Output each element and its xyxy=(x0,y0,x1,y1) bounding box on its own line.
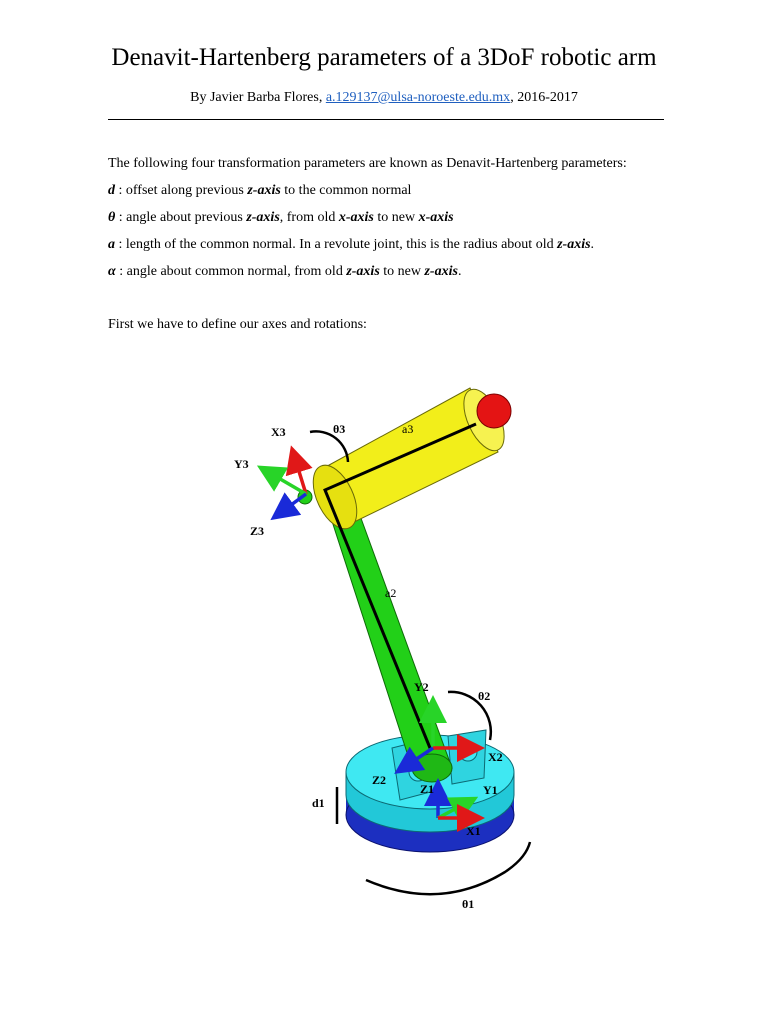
label-x1: X1 xyxy=(466,824,481,838)
byline-year: , 2016-2017 xyxy=(510,90,578,105)
document-title: Denavit-Hartenberg parameters of a 3DoF robotic arm xyxy=(111,44,657,71)
robotic-arm-figure xyxy=(200,370,560,930)
title-divider xyxy=(108,119,664,120)
label-y3: Y3 xyxy=(234,457,249,471)
label-theta3: θ3 xyxy=(333,422,346,436)
label-x3: X3 xyxy=(271,425,286,439)
label-z3: Z3 xyxy=(250,524,265,538)
param-theta: θ : angle about previous z-axis, from old x-axis to new x-axis xyxy=(108,210,454,225)
label-d1: d1 xyxy=(312,796,325,810)
label-a3: a3 xyxy=(402,422,414,436)
param-alpha: α : angle about common normal, from old z-axis to new z-axis. xyxy=(108,264,462,279)
label-y1: Y1 xyxy=(483,783,498,797)
label-theta1: θ1 xyxy=(462,897,475,911)
label-theta2: θ2 xyxy=(478,689,491,703)
define-axes-paragraph: First we have to define our axes and rotations: xyxy=(108,317,367,332)
byline-author: By Javier Barba Flores, xyxy=(190,90,326,105)
frame-3-axes xyxy=(263,452,306,516)
label-y2: Y2 xyxy=(414,680,429,694)
intro-paragraph: The following four transformation parameters are known as Denavit-Hartenberg parameters: xyxy=(108,156,627,171)
label-x2: X2 xyxy=(488,750,503,764)
link-3 xyxy=(298,383,512,535)
label-z1: Z1 xyxy=(420,782,435,796)
byline xyxy=(0,90,768,106)
label-a2: a2 xyxy=(385,586,397,600)
label-z2: Z2 xyxy=(372,773,387,787)
param-d: d : offset along previous z-axis to the common normal xyxy=(108,183,412,198)
author-email-link[interactable]: a.129137@ulsa-noroeste.edu.mx xyxy=(325,90,511,105)
param-a: a : length of the common normal. In a revolute joint, this is the radius about old z-axis. xyxy=(108,237,595,252)
